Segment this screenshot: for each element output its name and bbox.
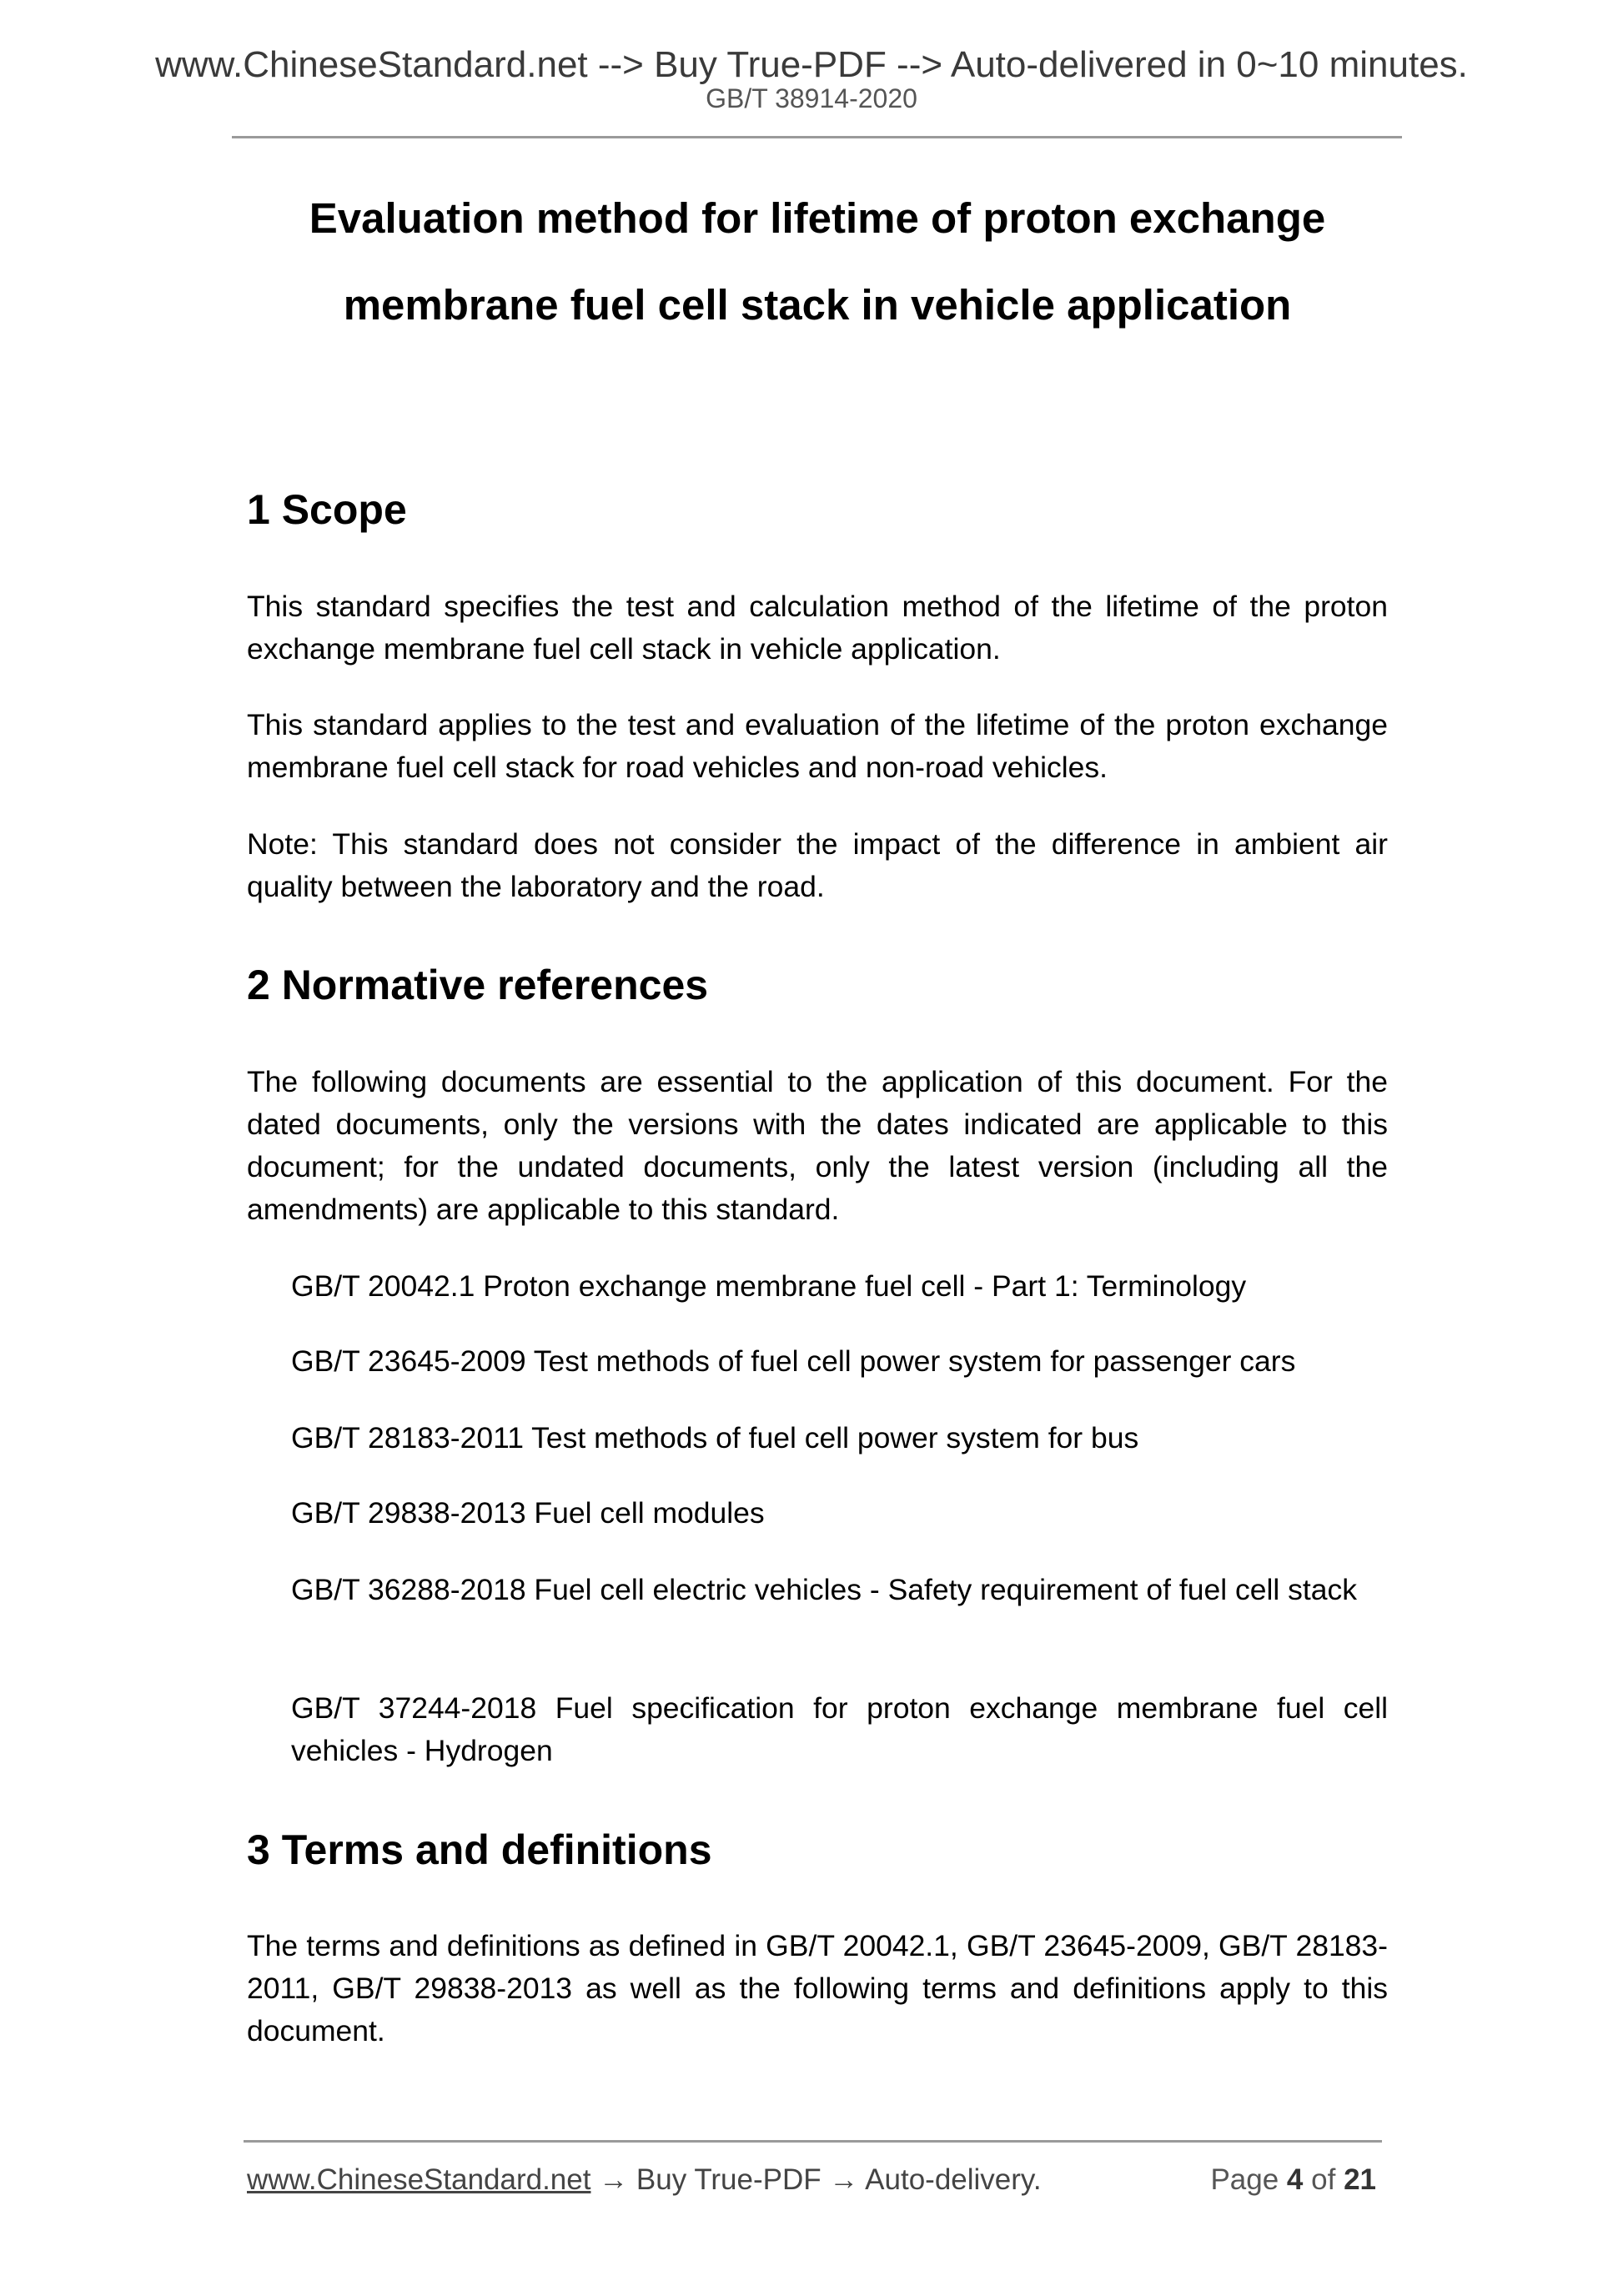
title-line-2: membrane fuel cell stack in vehicle application bbox=[343, 281, 1292, 329]
scope-paragraph: This standard applies to the test and evaluation of the lifetime of the proton exchange membrane fuel cell stack for road vehicles and non-road vehicles. bbox=[247, 708, 1388, 784]
section-heading-normative-references: 2 Normative references bbox=[247, 962, 709, 1008]
scope-note: Note: This standard does not consider the impact of the difference in ambient air quality between the laboratory and the road. bbox=[247, 827, 1388, 903]
footer-site-link[interactable]: www.ChineseStandard.net bbox=[247, 2163, 591, 2196]
reference-item: GB/T 23645-2009 Test methods of fuel cell power system for passenger cars bbox=[291, 1344, 1296, 1378]
page-indicator bbox=[1210, 2162, 1376, 2198]
footer-text bbox=[247, 2162, 1042, 2198]
header-banner: www.ChineseStandard.net --> Buy True-PDF --> Auto-delivered in 0~10 minutes. bbox=[155, 44, 1468, 85]
section-heading-scope: 1 Scope bbox=[247, 486, 407, 533]
page-total: 21 bbox=[1344, 2163, 1376, 2196]
section-heading-terms: 3 Terms and definitions bbox=[247, 1826, 712, 1873]
reference-item: GB/T 29838-2013 Fuel cell modules bbox=[291, 1496, 765, 1530]
scope-paragraph: This standard specifies the test and calculation method of the lifetime of the proton exchange membrane fuel cell stack in vehicle application. bbox=[247, 590, 1388, 666]
footer-delivery-text: → Buy True-PDF → Auto-delivery. bbox=[590, 2163, 1042, 2196]
of-label: of bbox=[1311, 2163, 1336, 2196]
reference-item: GB/T 36288-2018 Fuel cell electric vehicles - Safety requirement of fuel cell stack bbox=[291, 1573, 1357, 1606]
page-label: Page bbox=[1210, 2163, 1279, 2196]
standard-number: GB/T 38914-2020 bbox=[706, 83, 917, 113]
document-title bbox=[247, 175, 1388, 349]
normative-intro: The following documents are essential to the application of this document. For the dated documents, only the versions with the dates indicated are applicable to this document; for the undated documents, only the latest version (including all the amendments) are applicable to this standard. bbox=[247, 1065, 1388, 1226]
reference-item: GB/T 20042.1 Proton exchange membrane fuel cell - Part 1: Terminology bbox=[291, 1269, 1247, 1303]
reference-item: GB/T 37244-2018 Fuel specification for proton exchange membrane fuel cell vehicles - Hydrogen bbox=[291, 1691, 1388, 1767]
page-current: 4 bbox=[1286, 2163, 1304, 2196]
footer-divider bbox=[244, 2140, 1382, 2143]
title-line-1: Evaluation method for lifetime of proton exchange bbox=[309, 194, 1326, 242]
reference-item: GB/T 28183-2011 Test methods of fuel cell power system for bus bbox=[291, 1421, 1139, 1454]
terms-intro: The terms and definitions as defined in GB/T 20042.1, GB/T 23645-2009, GB/T 28183-2011, GB/T 29838-2013 as well as the following terms and definitions apply to this document. bbox=[247, 1929, 1388, 2047]
header-divider bbox=[232, 136, 1402, 138]
